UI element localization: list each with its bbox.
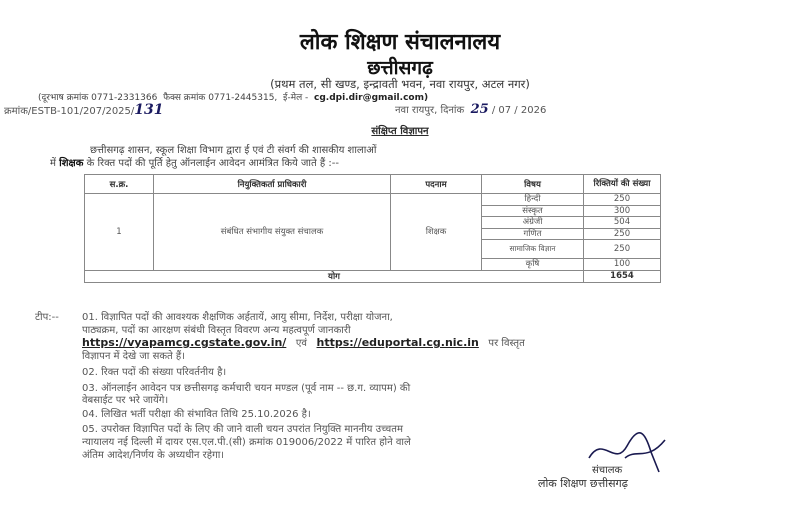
- serial-cell: 1: [85, 194, 154, 271]
- subject-cell: गणित: [482, 228, 584, 240]
- note-3-line-1: 03. ऑनलाईन आवेदन पत्र छत्तीसगढ़ कर्मचारी चयन मण्डल (पूर्व नाम -- छ.ग. व्यापम) की: [82, 383, 411, 394]
- note-4: 04. लिखित भर्ती परीक्षा की संभावित तिथि 25.10.2026 है।: [82, 409, 311, 420]
- eduportal-link[interactable]: https://eduportal.cg.nic.in: [316, 336, 479, 349]
- signature-office: लोक शिक्षण छत्तीसगढ़: [538, 477, 628, 490]
- subject-cell: हिन्दी: [482, 194, 584, 206]
- intro-line-1: छत्तीसगढ़ शासन, स्कूल शिक्षा विभाग द्वारा ई एवं टी संवर्ग की शासकीय शालाओं: [90, 145, 377, 156]
- subject-cell: कृषि: [482, 259, 584, 271]
- reference-handwritten-number: 131: [134, 102, 164, 118]
- note-1-line-2: पाठ्यक्रम, पदों का आरक्षण संबंधी विस्तृत विवरण अन्य महत्वपूर्ण जानकारी: [82, 325, 351, 336]
- total-label: योग: [85, 270, 584, 282]
- month-year: / 07 / 2026: [491, 105, 547, 116]
- subject-cell: सामाजिक विज्ञान: [482, 240, 584, 259]
- phone-number: (दूरभाष क्रमांक 0771-2331366: [38, 93, 158, 103]
- col-header-subject: विषय: [482, 175, 584, 194]
- table-row: [85, 194, 661, 206]
- authority-cell: संबंधित संभागीय संयुक्त संचालक: [154, 194, 391, 271]
- vacancy-count-cell: 250: [584, 228, 661, 240]
- notes-label: टीप:--: [35, 312, 59, 323]
- col-header-post: पदनाम: [391, 175, 482, 194]
- post-name-bold: शिक्षक: [59, 158, 84, 169]
- subject-cell: संस्कृत: [482, 205, 584, 217]
- note-3-line-2: वेबसाईट पर भरे जायेंगे।: [82, 395, 169, 406]
- office-address: (प्रथम तल, सी खण्ड, इन्द्रावती भवन, नवा रायपुर, अटल नगर): [270, 77, 530, 91]
- notice-heading: संक्षिप्त विज्ञापन: [371, 126, 429, 137]
- col-header-serial: स.क्र.: [85, 175, 154, 194]
- vacancy-count-cell: 300: [584, 205, 661, 217]
- reference-number: [4, 102, 164, 118]
- note-5-line-3: अंतिम आदेश/निर्णय के अध्यधीन रहेगा।: [82, 450, 225, 461]
- signature-designation: संचालक: [592, 465, 623, 476]
- state-name: छत्तीसगढ़: [367, 57, 433, 79]
- note-1-line-1: 01. विज्ञापित पदों की आवश्यक शैक्षणिक अर्हतायें, आयु सीमा, निर्देश, परीक्षा योजना,: [82, 312, 393, 323]
- col-header-authority: नियुक्तिकर्ता प्राधिकारी: [154, 175, 391, 194]
- vacancy-count-cell: 250: [584, 194, 661, 206]
- vacancy-count-cell: 250: [584, 240, 661, 259]
- subject-cell: अंग्रेजी: [482, 217, 584, 229]
- note-5-line-1: 05. उपरोक्त विज्ञापित पदों के लिए की जाने वाली चयन उपरांत नियुक्ति माननीय उच्चतम: [82, 424, 403, 435]
- vacancy-count-cell: 504: [584, 217, 661, 229]
- total-value: 1654: [584, 270, 661, 282]
- total-row: [85, 270, 661, 282]
- place-date: [395, 102, 546, 117]
- note-1-line-3: https://vyapamcg.cgstate.gov.in/ एवं https://eduportal.cg.nic.in पर विस्तृत: [82, 336, 525, 349]
- reference-prefix: क्रमांक/ESTB-101/207/2025/: [4, 106, 135, 117]
- vacancy-table: [84, 174, 661, 283]
- handwritten-day: 25: [470, 102, 489, 117]
- email-address: cg.dpi.dir@gmail.com): [314, 93, 429, 103]
- email-label: ई-मेल -: [283, 93, 309, 103]
- note-5-line-2: न्यायालय नई दिल्ली में दायर एस.एल.पी.(सी) क्रमांक 019006/2022 में पारित होने वाले: [82, 437, 411, 448]
- note-1-line-4: विज्ञापन में देखे जा सकते हैं।: [82, 351, 185, 362]
- vacancy-count-cell: 100: [584, 259, 661, 271]
- department-title: लोक शिक्षण संचालनालय: [299, 30, 501, 55]
- fax-number: फैक्स क्रमांक 0771-2445315,: [163, 93, 278, 103]
- post-cell: शिक्षक: [391, 194, 482, 271]
- note-2: 02. रिक्त पदों की संख्या परिवर्तनीय है।: [82, 367, 227, 378]
- col-header-vacancies: रिक्तियों की संख्या: [584, 175, 661, 194]
- vyapam-link[interactable]: https://vyapamcg.cgstate.gov.in/: [82, 336, 287, 349]
- intro-line-2: में शिक्षक के रिक्त पदों की पूर्ति हेतु ऑनलाईन आवेदन आमंत्रित किये जाते हैं :--: [50, 158, 339, 169]
- place-date-label: नवा रायपुर, दिनांक: [395, 105, 465, 116]
